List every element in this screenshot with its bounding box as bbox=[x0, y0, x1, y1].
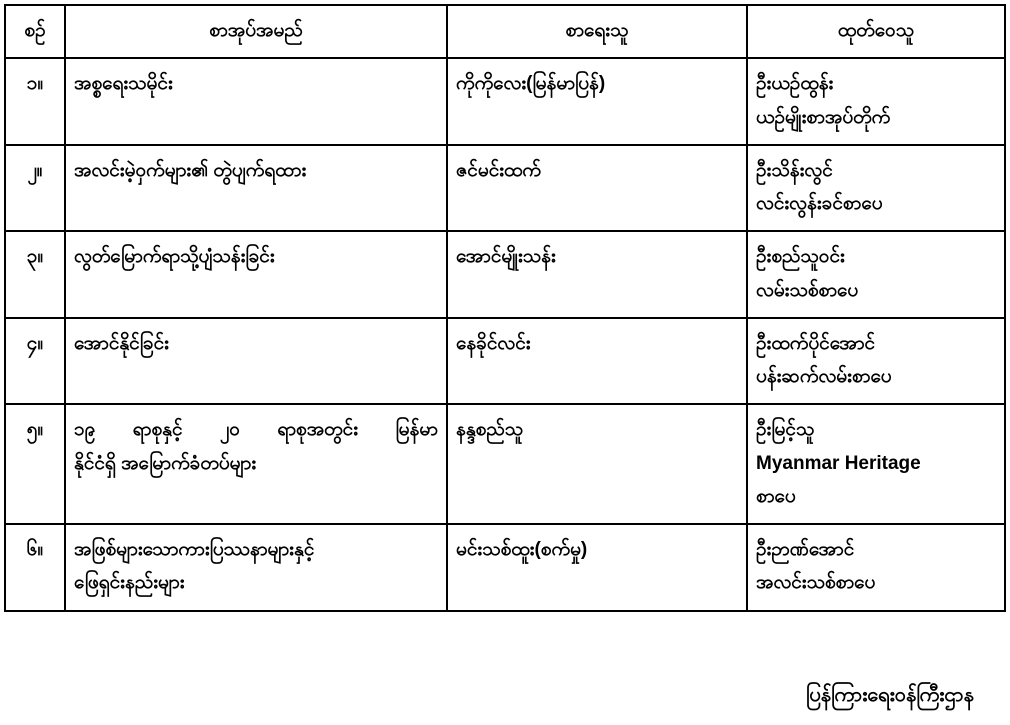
table-row bbox=[5, 318, 1005, 405]
row-publisher-line: အလင်းသစ်စာပေ bbox=[756, 572, 876, 594]
table-row bbox=[5, 404, 1005, 524]
row-title bbox=[65, 231, 447, 318]
row-publisher bbox=[747, 145, 1005, 232]
row-title bbox=[65, 404, 447, 524]
row-title-line: နိုင်ငံရှိ အမြောက်ခံတပ်များ bbox=[74, 452, 257, 474]
row-author bbox=[447, 145, 747, 232]
row-title-line: အဖြစ်များသောကားပြဿနာများနှင့် bbox=[74, 539, 315, 560]
row-publisher-line: ဦးထက်ပိုင်အောင် bbox=[756, 332, 876, 354]
row-publisher-line: ဦးသိန်းလွင် bbox=[756, 159, 833, 181]
table-row bbox=[5, 524, 1005, 611]
row-publisher bbox=[747, 231, 1005, 318]
row-title-line: အလင်းမဲ့ဝှက်များ၏ တွဲပျက်ရထား bbox=[74, 159, 307, 181]
row-title-line: အစ္စရေးသမိုင်း bbox=[74, 73, 173, 95]
row-publisher-line: ဦးယဉ်ထွန်း bbox=[756, 73, 834, 95]
row-number: ၄။ bbox=[5, 318, 65, 405]
row-author-line: မင်းသစ်ထူး(စက်မှု) bbox=[456, 539, 588, 560]
row-number: ၂။ bbox=[5, 145, 65, 232]
row-author bbox=[447, 404, 747, 524]
row-title bbox=[65, 145, 447, 232]
row-publisher bbox=[747, 318, 1005, 405]
column-header-title: စာအုပ်အမည် bbox=[65, 5, 447, 58]
row-author bbox=[447, 318, 747, 405]
row-publisher-line: လမ်းသစ်စာပေ bbox=[756, 279, 859, 301]
table-row bbox=[5, 145, 1005, 232]
row-publisher-line: ဦးစည်သူဝင်း bbox=[756, 246, 845, 268]
row-number: ၃။ bbox=[5, 231, 65, 318]
row-title bbox=[65, 318, 447, 405]
row-title bbox=[65, 58, 447, 145]
row-title-line: ဖြေရှင်းနည်းများ bbox=[74, 572, 185, 594]
row-publisher bbox=[747, 404, 1005, 524]
book-list-table bbox=[4, 4, 1006, 612]
row-author bbox=[447, 524, 747, 611]
table-row bbox=[5, 231, 1005, 318]
row-title-line: လွတ်မြောက်ရာသို့ပျံသန်းခြင်း bbox=[74, 246, 275, 268]
table-body bbox=[5, 58, 1005, 610]
document-page bbox=[0, 4, 1010, 725]
row-author bbox=[447, 231, 747, 318]
row-title-line: ၁၉ ရာစုနှင့် ၂၀ ရာစုအတွင်း မြန်မာ bbox=[74, 419, 438, 441]
row-author-line: အောင်မျိုးသန်း bbox=[456, 246, 556, 268]
row-author-line: နေခိုင်လင်း bbox=[456, 332, 531, 354]
row-author-line: ကိုကိုလေး(မြန်မာပြန်) bbox=[456, 73, 606, 95]
row-publisher-line: စာပေ bbox=[756, 485, 796, 507]
row-number: ၁။ bbox=[5, 58, 65, 145]
row-publisher-line: ပန်းဆက်လမ်းစာပေ bbox=[756, 366, 892, 387]
row-title-line: အောင်နိုင်ခြင်း bbox=[74, 332, 169, 354]
row-title bbox=[65, 524, 447, 611]
row-author-line: နန္ဒစည်သူ bbox=[456, 419, 524, 441]
row-publisher-line: ဦးဉာဏ်အောင် bbox=[756, 539, 855, 560]
row-number: ၆။ bbox=[5, 524, 65, 611]
row-number: ၅။ bbox=[5, 404, 65, 524]
row-publisher-line: လင်းလွန်းခင်စာပေ bbox=[756, 193, 883, 214]
table-row bbox=[5, 58, 1005, 145]
document-footer-signature: ပြန်ကြားရေးဝန်ကြီးဌာန bbox=[805, 684, 974, 706]
row-publisher bbox=[747, 58, 1005, 145]
row-publisher-line: ဦးမြင့်သူ bbox=[756, 419, 815, 441]
row-author bbox=[447, 58, 747, 145]
row-publisher-line: Myanmar Heritage bbox=[756, 452, 921, 474]
row-publisher-line: ယဉ်မျိုးစာအုပ်တိုက် bbox=[756, 106, 891, 128]
table-header-row bbox=[5, 5, 1005, 58]
column-header-publisher: ထုတ်ဝေသူ bbox=[747, 5, 1005, 58]
column-header-no: စဉ် bbox=[5, 5, 65, 58]
row-author-line: ဇင်မင်းထက် bbox=[456, 159, 542, 181]
column-header-author: စာရေးသူ bbox=[447, 5, 747, 58]
row-publisher bbox=[747, 524, 1005, 611]
